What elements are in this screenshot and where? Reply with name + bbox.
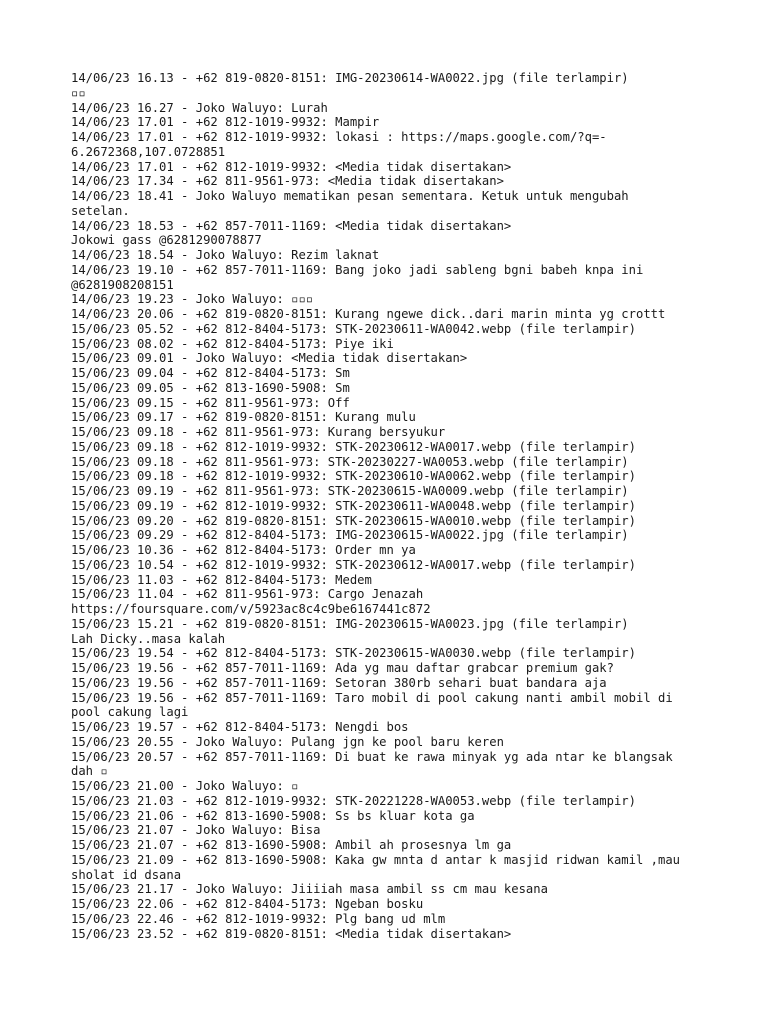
log-line: 6.2672368,107.0728851 [71, 144, 226, 159]
log-line: 15/06/23 19.56 - +62 857-7011-1169: Setoran 380rb sehari buat bandara aja [71, 675, 607, 690]
log-line: 15/06/23 10.36 - +62 812-8404-5173: Order mn ya [71, 543, 416, 557]
log-line: 14/06/23 19.23 - Joko Waluyo: ▫▫▫ [71, 292, 314, 307]
log-line: 15/06/23 09.18 - +62 812-1019-9932: STK-20230612-WA0017.webp (file terlampir) [71, 439, 636, 454]
log-line: 15/06/23 21.03 - +62 812-1019-9932: STK-20221228-WA0053.webp (file terlampir) [71, 793, 636, 808]
log-line: 15/06/23 09.19 - +62 811-9561-973: STK-20230615-WA0009.webp (file terlampir) [71, 484, 629, 498]
log-line: @6281908208151 [71, 277, 174, 292]
log-line: 15/06/23 09.05 - +62 813-1690-5908: Sm [71, 380, 350, 395]
log-line: 15/06/23 21.07 - +62 813-1690-5908: Ambil ah prosesnya lm ga [71, 838, 512, 852]
log-line: 15/06/23 21.00 - Joko Waluyo: ▫ [71, 779, 299, 793]
log-line: https://foursquare.com/v/5923ac8c4c9be6167441c872 [71, 602, 431, 616]
log-line: 14/06/23 19.10 - +62 857-7011-1169: Bang joko jadi sableng bgni babeh knpa ini [71, 262, 644, 277]
log-line: 14/06/23 16.13 - +62 819-0820-8151: IMG-20230614-WA0022.jpg (file terlampir) [71, 71, 629, 85]
log-line: 15/06/23 22.06 - +62 812-8404-5173: Ngeban bosku [71, 897, 424, 911]
log-line: dah ▫ [71, 764, 108, 779]
log-line: ▫▫ [71, 85, 86, 100]
log-line: sholat id dsana [71, 867, 182, 882]
log-line: 15/06/23 05.52 - +62 812-8404-5173: STK-20230611-WA0042.webp (file terlampir) [71, 321, 636, 336]
log-line: 14/06/23 17.34 - +62 811-9561-973: <Media tidak disertakan> [71, 174, 504, 189]
log-line: 15/06/23 10.54 - +62 812-1019-9932: STK-20230612-WA0017.webp (file terlampir) [71, 557, 636, 572]
log-line: 15/06/23 09.17 - +62 819-0820-8151: Kurang mulu [71, 410, 416, 425]
log-line: 15/06/23 09.19 - +62 812-1019-9932: STK-20230611-WA0048.webp (file terlampir) [71, 498, 636, 513]
log-line: 15/06/23 23.52 - +62 819-0820-8151: <Media tidak disertakan> [71, 926, 512, 941]
log-line: 15/06/23 09.01 - Joko Waluyo: <Media tidak disertakan> [71, 351, 468, 366]
log-line: 15/06/23 19.54 - +62 812-8404-5173: STK-20230615-WA0030.webp (file terlampir) [71, 646, 636, 661]
log-line: pool cakung lagi [71, 705, 189, 720]
log-line: 15/06/23 19.56 - +62 857-7011-1169: Taro mobil di pool cakung nanti ambil mobil di [71, 690, 673, 705]
log-line: 15/06/23 21.17 - Joko Waluyo: Jiiiiah masa ambil ss cm mau kesana [71, 882, 548, 897]
chat-log-document [71, 71, 711, 941]
log-line: 15/06/23 19.57 - +62 812-8404-5173: Nengdi bos [71, 720, 409, 734]
log-line: 14/06/23 18.54 - Joko Waluyo: Rezim laknat [71, 248, 380, 262]
log-line: 15/06/23 15.21 - +62 819-0820-8151: IMG-20230615-WA0023.jpg (file terlampir) [71, 616, 629, 631]
log-line: 15/06/23 20.57 - +62 857-7011-1169: Di buat ke rawa minyak yg ada ntar ke blangsak [71, 749, 673, 764]
log-line: 15/06/23 11.03 - +62 812-8404-5173: Medem [71, 572, 372, 587]
log-line: 15/06/23 22.46 - +62 812-1019-9932: Plg bang ud mlm [71, 911, 446, 926]
log-line: 14/06/23 17.01 - +62 812-1019-9932: lokasi : https://maps.google.com/?q=- [71, 130, 607, 144]
log-line: 15/06/23 21.07 - Joko Waluyo: Bisa [71, 823, 321, 838]
log-line: 15/06/23 09.18 - +62 811-9561-973: Kurang bersyukur [71, 425, 446, 439]
log-line: 15/06/23 20.55 - Joko Waluyo: Pulang jgn ke pool baru keren [71, 734, 504, 749]
log-line: 15/06/23 11.04 - +62 811-9561-973: Cargo Jenazah [71, 587, 424, 602]
log-line: 14/06/23 16.27 - Joko Waluyo: Lurah [71, 100, 328, 115]
log-line: setelan. [71, 203, 130, 218]
log-line: 15/06/23 09.29 - +62 812-8404-5173: IMG-20230615-WA0022.jpg (file terlampir) [71, 528, 629, 543]
log-line: 15/06/23 09.18 - +62 811-9561-973: STK-20230227-WA0053.webp (file terlampir) [71, 454, 629, 469]
log-line: Jokowi gass @6281290078877 [71, 233, 262, 248]
log-line: 14/06/23 17.01 - +62 812-1019-9932: <Media tidak disertakan> [71, 159, 512, 174]
log-line: 14/06/23 18.53 - +62 857-7011-1169: <Media tidak disertakan> [71, 218, 512, 233]
log-line: 14/06/23 17.01 - +62 812-1019-9932: Mampir [71, 115, 380, 130]
log-line: 15/06/23 09.18 - +62 812-1019-9932: STK-20230610-WA0062.webp (file terlampir) [71, 469, 636, 484]
log-line: 15/06/23 19.56 - +62 857-7011-1169: Ada yg mau daftar grabcar premium gak? [71, 661, 614, 675]
log-line: 15/06/23 09.15 - +62 811-9561-973: Off [71, 395, 350, 410]
log-line: 14/06/23 20.06 - +62 819-0820-8151: Kurang ngewe dick..dari marin minta yg crottt [71, 307, 666, 321]
log-line: Lah Dicky..masa kalah [71, 631, 226, 646]
log-line: 15/06/23 21.09 - +62 813-1690-5908: Kaka gw mnta d antar k masjid ridwan kamil ,mau [71, 852, 681, 867]
log-line: 15/06/23 21.06 - +62 813-1690-5908: Ss bs kluar kota ga [71, 808, 475, 823]
log-line: 15/06/23 09.20 - +62 819-0820-8151: STK-20230615-WA0010.webp (file terlampir) [71, 513, 636, 528]
log-line: 15/06/23 09.04 - +62 812-8404-5173: Sm [71, 366, 350, 380]
log-line: 14/06/23 18.41 - Joko Waluyo mematikan pesan sementara. Ketuk untuk mengubah [71, 189, 629, 203]
log-line: 15/06/23 08.02 - +62 812-8404-5173: Piye iki [71, 336, 394, 351]
